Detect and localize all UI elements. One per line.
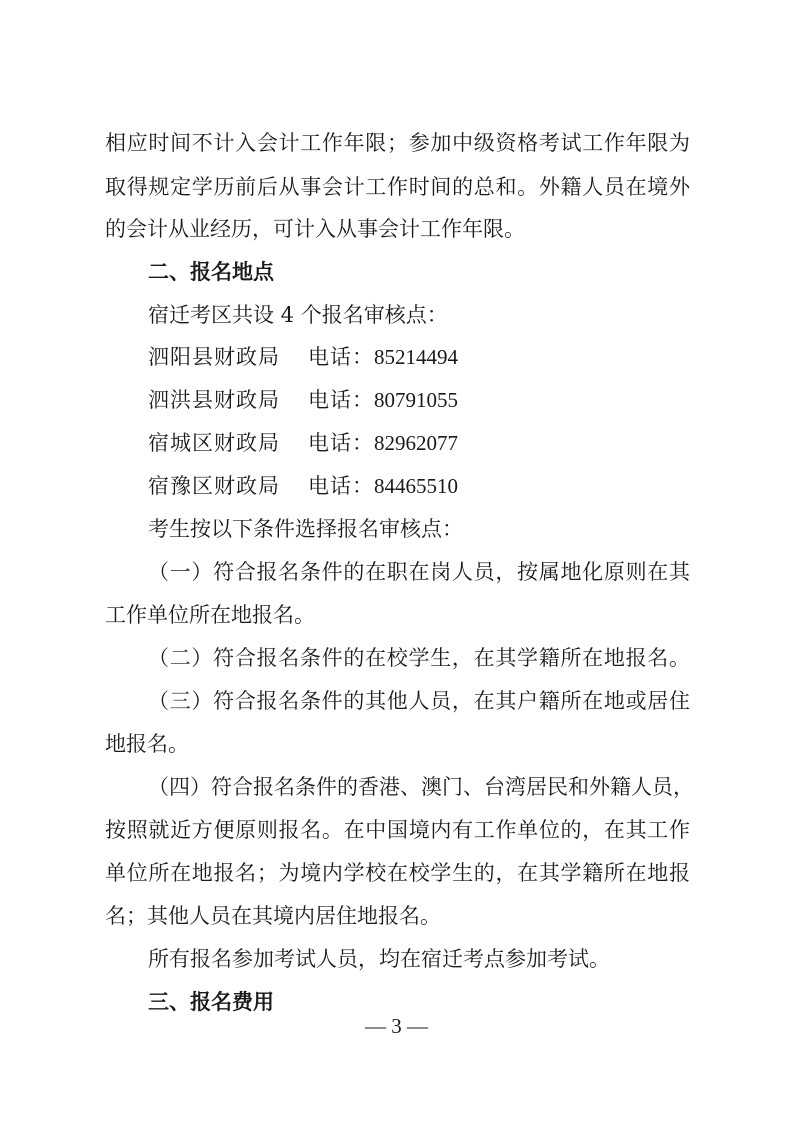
body-text-line: 单位所在地报名；为境内学校在校学生的，在其学籍所在地报 — [105, 861, 690, 885]
body-text-line: 考生按以下条件选择报名审核点： — [148, 517, 463, 541]
office-row — [148, 335, 458, 379]
office-row — [148, 421, 458, 465]
body-text-line: 工作单位所在地报名。 — [105, 603, 315, 627]
phone-label: 电话： — [308, 345, 374, 369]
phone-label: 电话： — [308, 474, 374, 498]
phone-number: 84465510 — [374, 474, 458, 498]
section-heading: 二、报名地点 — [148, 260, 274, 284]
body-text-line: 的会计从业经历，可计入从事会计工作年限。 — [105, 217, 525, 241]
body-text-line: 相应时间不计入会计工作年限；参加中级资格考试工作年限为 — [105, 131, 690, 155]
phone-number: 82962077 — [374, 431, 458, 455]
body-text-line: 名；其他人员在其境内居住地报名。 — [105, 904, 441, 928]
office-name: 泗洪县财政局 — [148, 388, 280, 412]
page-number: — 3 — — [365, 1014, 428, 1038]
phone-label: 电话： — [308, 431, 374, 455]
body-text-line: （一）符合报名条件的在职在岗人员，按属地化原则在其 — [148, 560, 690, 584]
body-text-line: 宿迁考区共设 4 个报名审核点： — [148, 303, 448, 327]
phone-number: 80791055 — [374, 388, 458, 412]
body-text-line: 取得规定学历前后从事会计工作时间的总和。外籍人员在境外 — [105, 175, 690, 199]
body-text-line: （二）符合报名条件的在校学生，在其学籍所在地报名。 — [148, 646, 690, 670]
office-name: 宿城区财政局 — [148, 431, 280, 455]
body-text-line: 地报名。 — [105, 732, 189, 756]
body-text-line: 按照就近方便原则报名。在中国境内有工作单位的，在其工作 — [105, 818, 690, 842]
phone-number: 85214494 — [374, 345, 458, 369]
phone-label: 电话： — [308, 388, 374, 412]
office-row — [148, 378, 458, 422]
body-text-line: 所有报名参加考试人员，均在宿迁考点参加考试。 — [148, 947, 610, 971]
body-text-line: （四）符合报名条件的香港、澳门、台湾居民和外籍人员， — [148, 775, 694, 799]
office-row — [148, 464, 458, 508]
section-heading: 三、报名费用 — [148, 990, 274, 1014]
office-name: 泗阳县财政局 — [148, 345, 280, 369]
office-name: 宿豫区财政局 — [148, 474, 280, 498]
body-text-line: （三）符合报名条件的其他人员，在其户籍所在地或居住 — [148, 689, 690, 713]
